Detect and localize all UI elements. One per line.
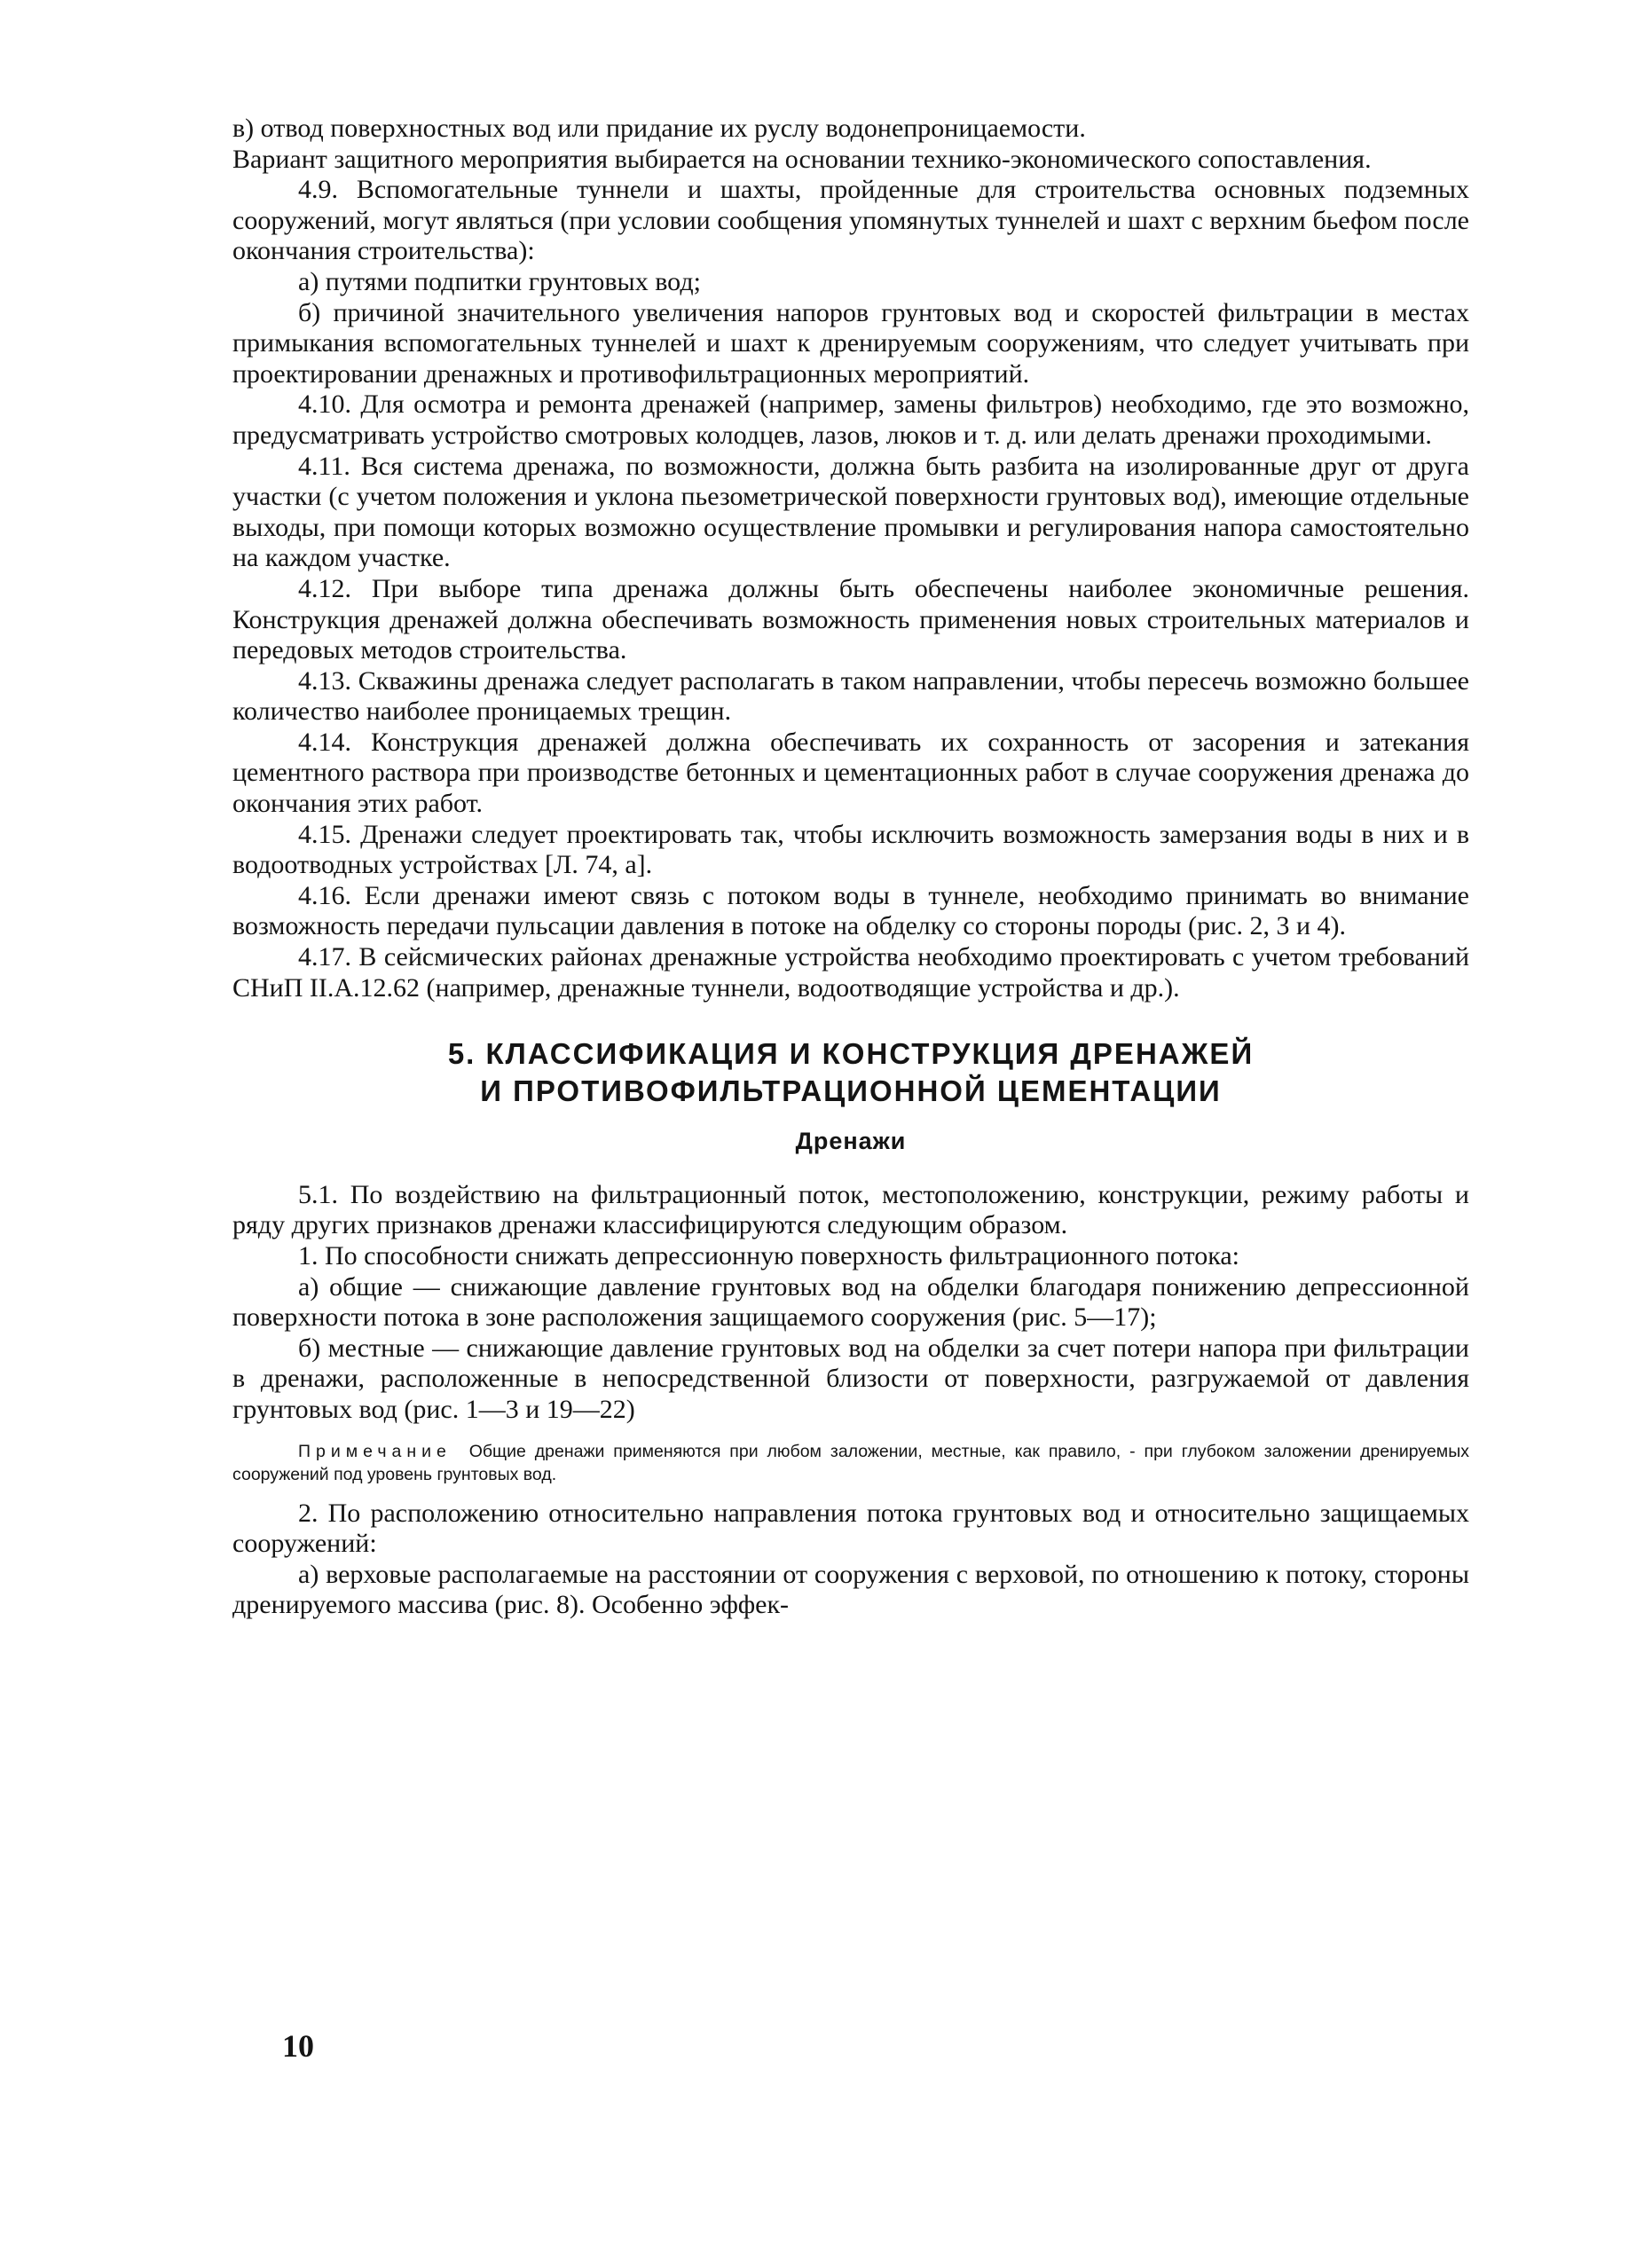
clause-4-12: 4.12. При выборе типа дренажа должны быть обеспечены наиболее экономичные решения. Конструкция дренажей должна обеспечивать возможность применения новых строительных материалов и передовых методов строительства.: [232, 573, 1469, 665]
subsection-title: Дренажи: [795, 1128, 907, 1155]
note-label: Примечание: [298, 1441, 452, 1461]
clause-4-9-a: а) путями подпитки грунтовых вод;: [298, 266, 701, 296]
intro-variant: Вариант защитного мероприятия выбирается на основании технико-экономического сопоставления.: [232, 144, 1372, 174]
clause-4-14: 4.14. Конструкция дренажей должна обеспечивать их сохранность от засорения и затекания цементного раствора при производстве бетонных и цементационных работ в случае сооружения дренажа до окончания этих работ.: [232, 727, 1469, 819]
clause-4-15: 4.15. Дренажи следует проектировать так, чтобы исключить возможность замерзания воды в них и в водоотводных устройствах [Л. 74, а].: [232, 819, 1469, 880]
clause-5-1: 5.1. По воздействию на фильтрационный поток, местоположению, конструкции, режиму работы и ряду других признаков дренажи классифицируются следующим образом.: [232, 1179, 1469, 1240]
intro-item-v: в) отвод поверхностных вод или придание их руслу водонепроницаемости.: [232, 114, 1086, 143]
classification-1-a: а) общие — снижающие давление грунтовых вод на обделки благодаря понижению депрессионной поверхности потока в зоне расположения защищаемого сооружения (рис. 5—17);: [232, 1271, 1469, 1333]
clause-4-11: 4.11. Вся система дренажа, по возможности, должна быть разбита на изолированные друг от друга участки (с учетом положения и уклона пьезометрической поверхности грунтовых вод), имеющие отдельные выходы, при помощи которых возможно осуществление промывки и регулирования напора самостоятельно на каждом участке.: [232, 451, 1469, 573]
classification-1: 1. По способности снижать депрессионную поверхность фильтрационного потока:: [298, 1241, 1240, 1271]
clause-4-13: 4.13. Скважины дренажа следует располагать в таком направлении, чтобы пересечь возможно большее количество наиболее проницаемых трещин.: [232, 665, 1469, 727]
page-number: 10: [282, 2028, 314, 2064]
classification-1-b: б) местные — снижающие давление грунтовых вод на обделки за счет потери напора при фильтрации в дренажи, расположенные в непосредственной близости от поверхности, разгружаемой от давления грунтовых вод (рис. 1—3 и 19—22): [232, 1333, 1469, 1424]
clause-4-16: 4.16. Если дренажи имеют связь с потоком воды в туннеле, необходимо принимать во внимание возможность передачи пульсации давления в потоке на обделку со стороны породы (рис. 2, 3 и 4).: [232, 880, 1469, 941]
note-text: Общие дренажи применяются при любом заложении, местные, как правило, - при глубоком заложении дренируемых сооружений под уровень грунтовых вод.: [232, 1441, 1469, 1484]
classification-2: 2. По расположению относительно направления потока грунтовых вод и относительно защищаемых сооружений:: [232, 1498, 1469, 1559]
section-title-line-2: И ПРОТИВОФИЛЬТРАЦИОННОЙ ЦЕМЕНТАЦИИ: [480, 1074, 1222, 1108]
section-title-line-1: 5. КЛАССИФИКАЦИЯ И КОНСТРУКЦИЯ ДРЕНАЖЕЙ: [447, 1037, 1255, 1071]
section-spacer: [232, 1003, 1469, 1035]
clause-4-17: 4.17. В сейсмических районах дренажные устройства необходимо проектировать с учетом требований СНиП II.А.12.62 (например, дренажные туннели, водоотводящие устройства и др.).: [232, 942, 1469, 1003]
classification-2-a: а) верховые располагаемые на расстоянии от сооружения с верховой, по отношению к потоку, стороны дренируемого массива (рис. 8). Особенно эффек-: [232, 1559, 1469, 1620]
clause-4-10: 4.10. Для осмотра и ремонта дренажей (например, замены фильтров) необходимо, где это возможно, предусматривать устройство смотровых колодцев, лазов, люков и т. д. или делать дренажи проходимыми.: [232, 389, 1469, 450]
clause-4-9-b: б) причиной значительного увеличения напоров грунтовых вод и скоростей фильтрации в местах примыкания вспомогательных туннелей и шахт к дренируемым сооружениям, что следует учитывать при проектировании дренажных и противофильтрационных мероприятий.: [232, 297, 1469, 389]
page-body: [232, 114, 1469, 1621]
clause-4-9: 4.9. Вспомогательные туннели и шахты, пройденные для строительства основных подземных сооружений, могут являться (при условии сообщения упомянутых туннелей и шахт с верхним бьефом после окончания строительства):: [232, 175, 1469, 266]
note: [232, 1440, 1469, 1486]
